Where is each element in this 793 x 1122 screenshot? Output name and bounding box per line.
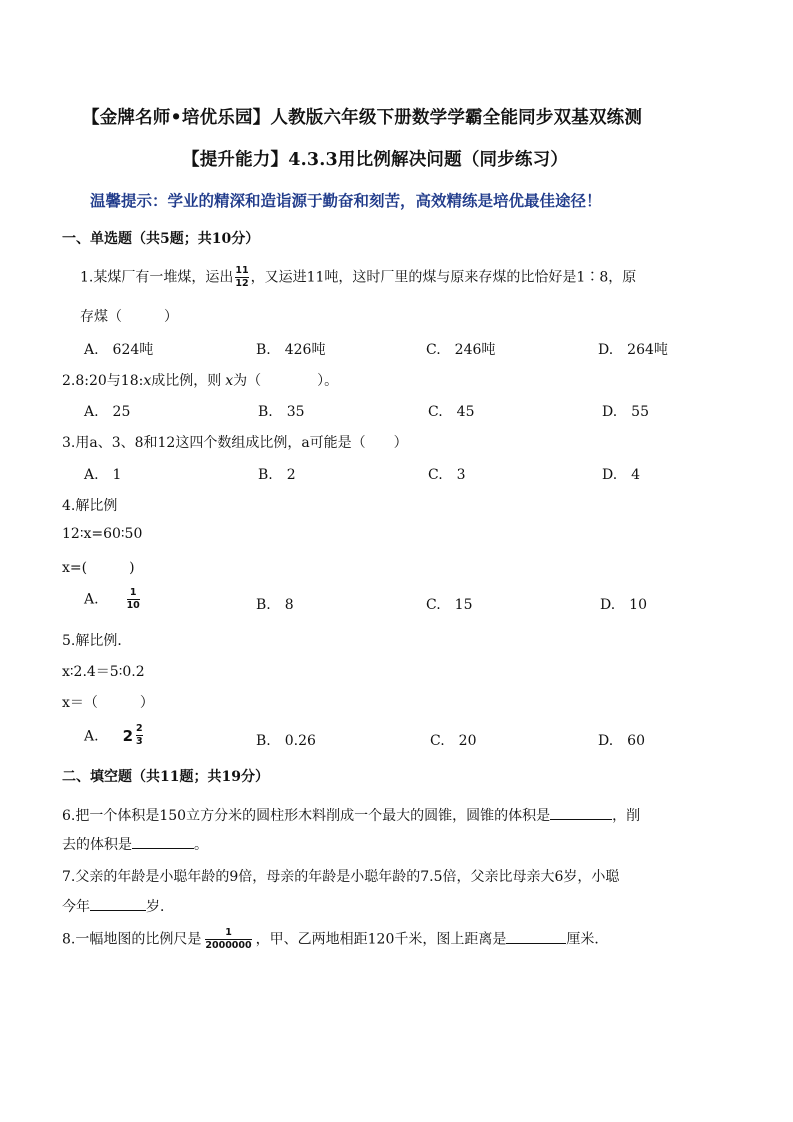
question-4-answer: x=( ) (62, 560, 135, 576)
fraction-numerator: 1 (129, 587, 137, 598)
question-4-equation: 12∶x=60∶50 (62, 526, 143, 542)
question-7-text-a: 今年 (62, 899, 90, 915)
question-5-equation: x∶2.4＝5∶0.2 (62, 664, 145, 680)
q5-option-c: C. 20 (430, 733, 477, 749)
question-8 (62, 928, 608, 951)
question-1 (80, 266, 636, 289)
q4-option-d: D. 10 (600, 597, 647, 613)
option-label: A. (84, 728, 99, 745)
section-heading-fill-blank: 二、填空题（共11题；共19分） (62, 769, 269, 785)
mixed-number (123, 724, 145, 747)
variable-x: x (143, 373, 152, 389)
q1-option-a: A. 624吨 (84, 342, 154, 358)
q5-option-d: D. 60 (598, 733, 645, 749)
fraction-numerator: 2 (136, 723, 143, 734)
question-8-text-a: 8.一幅地图的比例尺是 (62, 931, 202, 948)
question-8-text-c: 厘米． (566, 931, 609, 948)
document-subtitle: 【提升能力】4.3.3用比例解决问题（同步练习） (182, 150, 569, 170)
question-8-text-b: ，甲、乙两地相距120千米，图上距离是 (255, 931, 507, 948)
q3-option-b: B. 2 (258, 467, 296, 483)
q1-option-c: C. 246吨 (426, 342, 496, 358)
q2-option-d: D. 55 (602, 404, 649, 420)
q4-option-a (84, 588, 142, 611)
question-7: 7.父亲的年龄是小聪年龄的9倍，母亲的年龄是小聪年龄的7.5倍，父亲比母亲大6岁，小聪 (62, 869, 620, 885)
question-1-text-a: 1.某煤厂有一堆煤，运出 (80, 269, 234, 286)
q4-option-b: B. 8 (256, 597, 294, 613)
answer-blank[interactable] (90, 896, 146, 911)
q1-option-d: D. 264吨 (598, 342, 668, 358)
q5-option-a (84, 724, 145, 747)
fraction-denominator: 3 (136, 736, 143, 747)
fraction (205, 928, 251, 951)
fraction-denominator: 12 (235, 278, 249, 289)
question-6-text-c: 去的体积是 (62, 837, 132, 853)
q3-option-a: A. 1 (84, 467, 122, 483)
answer-blank[interactable] (132, 834, 194, 849)
fraction (127, 588, 140, 611)
q4-option-c: C. 15 (426, 597, 473, 613)
question-5: 5.解比例． (62, 633, 132, 649)
question-2-text-c: 为（ ）。 (233, 373, 339, 389)
question-6-text-d: 。 (194, 837, 208, 853)
fraction-denominator: 2000000 (205, 940, 252, 951)
question-2-text-b: 成比例，则 (151, 373, 222, 389)
question-2 (62, 370, 338, 390)
q2-option-c: C. 45 (428, 404, 475, 420)
fraction (136, 724, 143, 747)
question-6 (62, 805, 640, 825)
question-4: 4.解比例 (62, 498, 118, 514)
question-1-text-b: ，又运进11吨，这时厂里的煤与原来存煤的比恰好是1∶8，原 (250, 269, 637, 286)
variable-x: x (225, 373, 234, 389)
q1-option-b: B. 426吨 (256, 342, 326, 358)
question-7-text-b: 岁． (146, 899, 174, 915)
fraction-numerator: 11 (235, 265, 249, 276)
tip-text: 温馨提示：学业的精深和造诣源于勤奋和刻苦，高效精练是培优最佳途径！ (90, 191, 602, 210)
fraction (235, 266, 248, 289)
fraction-denominator: 10 (126, 600, 140, 611)
question-6-line2 (62, 834, 208, 854)
q2-option-b: B. 35 (258, 404, 305, 420)
document-title: 【金牌名师•培优乐园】人教版六年级下册数学学霸全能同步双基双练测 (82, 108, 643, 128)
question-6-text-a: 6.把一个体积是150立方分米的圆柱形木料削成一个最大的圆锥，圆锥的体积是 (62, 808, 551, 824)
answer-blank[interactable] (506, 929, 566, 944)
question-3: 3.用a、3、8和12这四个数组成比例，a可能是（ ） (62, 435, 408, 451)
q2-option-a: A. 25 (84, 404, 131, 420)
fraction-numerator: 1 (225, 927, 232, 938)
question-6-text-b: ，削 (612, 808, 641, 824)
q5-option-b: B. 0.26 (256, 733, 316, 749)
question-2-text-a: 2.8:20与18: (62, 373, 144, 389)
question-1-line2: 存煤（ ） (80, 309, 178, 325)
mixed-number-whole: 2 (122, 726, 133, 745)
question-7-line2 (62, 896, 174, 916)
q3-option-c: C. 3 (428, 467, 466, 483)
q3-option-d: D. 4 (602, 467, 641, 483)
option-label: A. (84, 591, 99, 608)
question-5-answer: x＝（ ） (62, 695, 154, 711)
section-heading-single-choice: 一、单选题（共5题；共10分） (62, 231, 260, 247)
answer-blank[interactable] (550, 805, 612, 820)
